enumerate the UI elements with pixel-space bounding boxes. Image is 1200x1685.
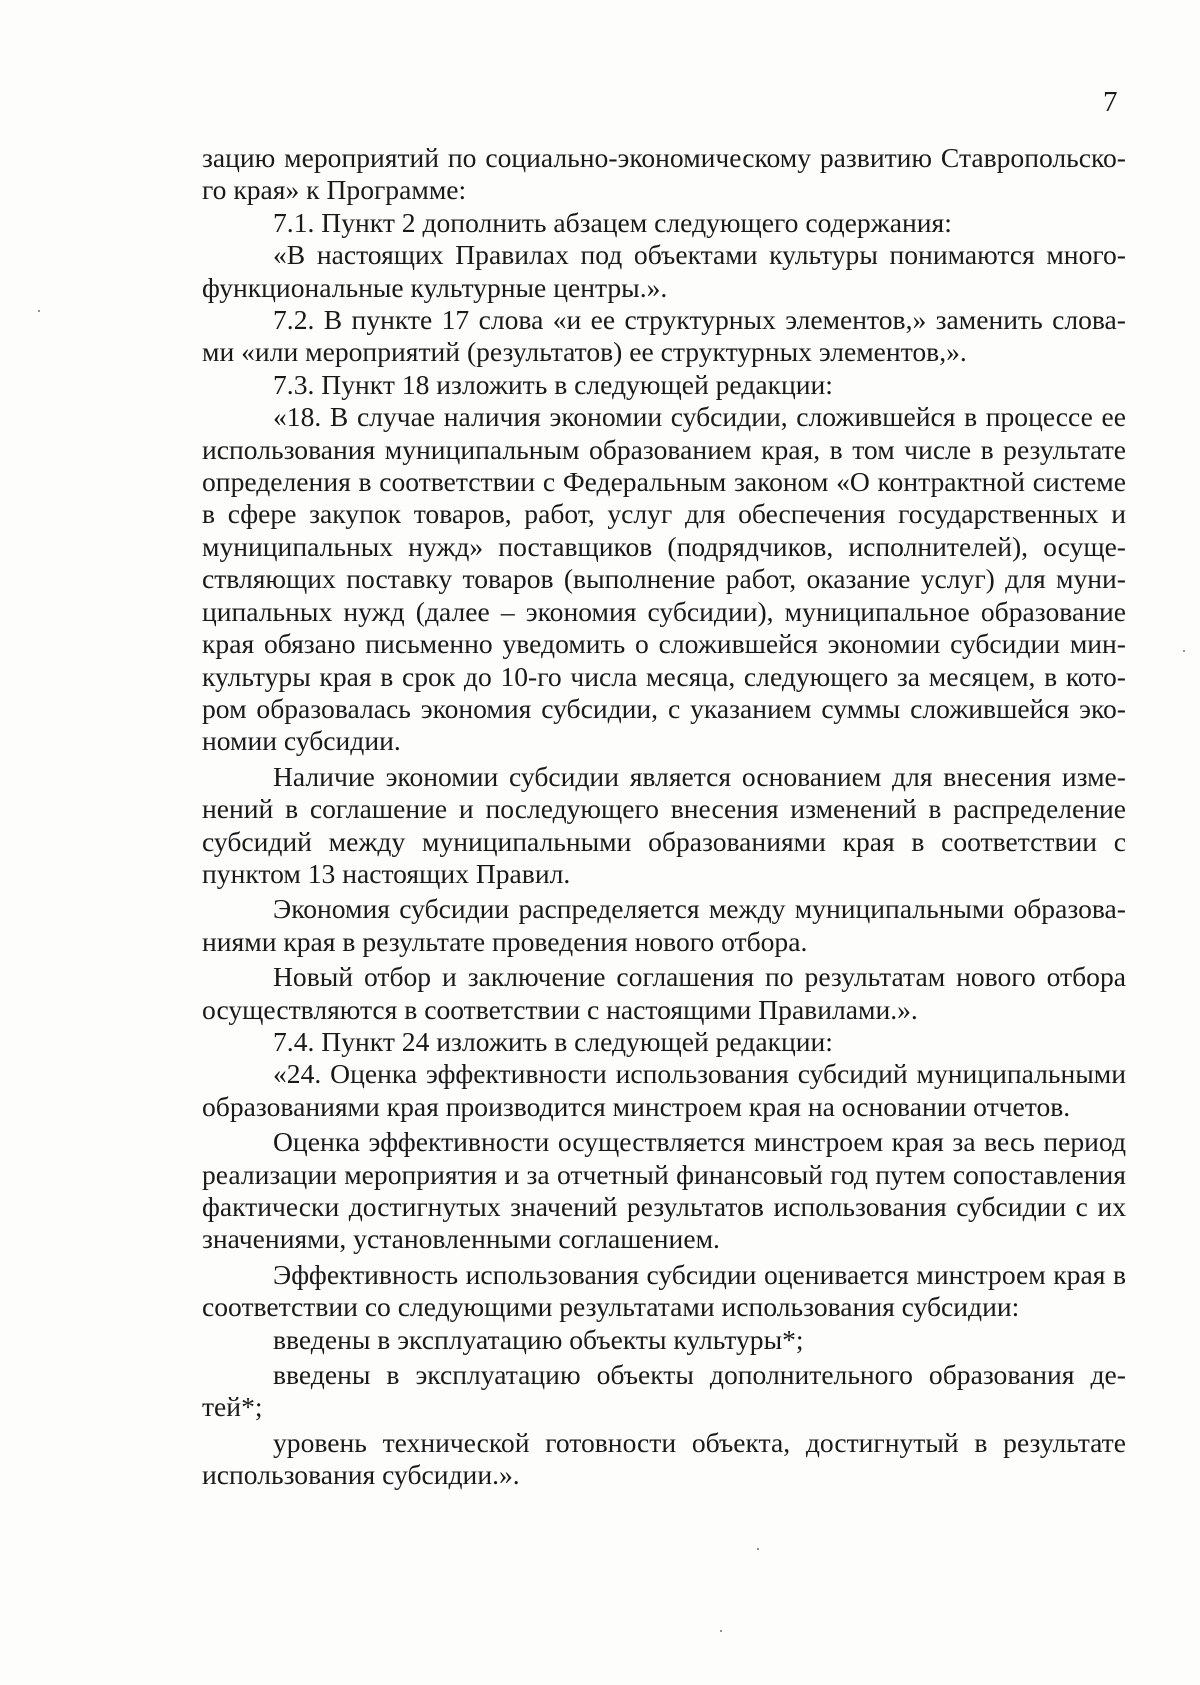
paragraph-item-7-3: 7.3. Пункт 18 изложить в следующей редакции: <box>273 368 833 400</box>
paragraph-quote-culture-objects: «В настоящих Правилах под объектами культуры понимаются много-функциональные культурные центры.». <box>202 239 1126 303</box>
scan-speck <box>1183 650 1185 652</box>
paragraph-item-7-1: 7.1. Пункт 2 дополнить абзацем следующего содержания: <box>273 206 952 238</box>
scan-speck <box>38 310 40 312</box>
paragraph-efficiency-results: Эффективность использования субсидии оценивается минстроем края в соответствии со следующими результатами использования субсидии: <box>202 1258 1126 1323</box>
page-number: 7 <box>1103 86 1118 118</box>
paragraph-savings-distribution: Экономия субсидии распределяется между муниципальными образова-ниями края в результате проведения нового отбора. <box>202 893 1126 957</box>
paragraph-clause-24: «24. Оценка эффективности использования субсидий муниципальными образованиями края производится минстроем края на основании отчетов. <box>202 1058 1126 1122</box>
list-item-culture-objects: введены в эксплуатацию объекты культуры*; <box>273 1323 804 1355</box>
scan-speck <box>720 1630 722 1632</box>
document-body <box>202 142 1126 1492</box>
paragraph-item-7-2: 7.2. В пункте 17 слова «и ее структурных элементов,» заменить слова-ми «или мероприятий (результатов) ее структурных элементов,». <box>202 304 1126 368</box>
scan-speck <box>757 1548 759 1550</box>
paragraph-new-selection: Новый отбор и заключение соглашения по результатам нового отбора осуществляются в соответствии с настоящими Правилами.». <box>202 961 1126 1025</box>
list-item-education-objects: введены в эксплуатацию объекты дополнительного образования де-тей*; <box>202 1359 1126 1423</box>
paragraph-evaluation-period: Оценка эффективности осуществляется минстроем края за весь период реализации мероприятия и за отчетный финансовый год путем сопоставления фактически достигнутых значений результатов использования субсидии с их значениями, установленными соглашением. <box>202 1126 1126 1255</box>
paragraph-item-7-4: 7.4. Пункт 24 изложить в следующей редакции: <box>273 1025 833 1057</box>
paragraph-savings-basis: Наличие экономии субсидии является основанием для внесения изме-нений в соглашение и последующего внесения изменений в распределение субсидий между муниципальными образованиями края в соответствии с пунктом 13 настоящих Правил. <box>202 760 1126 889</box>
list-item-technical-readiness: уровень технической готовности объекта, достигнутый в результате использования субсидии.». <box>202 1426 1126 1491</box>
paragraph-clause-18: «18. В случае наличия экономии субсидии, сложившейся в процессе ее использования муниципальным образованием края, в том числе в результате определения в соответствии с Федеральным законом «О контрактной системе в сфере закупок товаров, работ, услуг для обеспечения государственных и муниципальных нужд» поставщиков (подрядчиков, исполнителей), осуще-ствляющих поставку товаров (выполнение работ, оказание услуг) для муни-ципальных нужд (далее – экономия субсидии), муниципальное образование края обязано письменно уведомить о сложившейся экономии субсидии мин-культуры края в срок до 10-го числа месяца, следующего за месяцем, в кото-ром образовалась экономия субсидии, с указанием суммы сложившейся эко-номии субсидии. <box>202 401 1126 757</box>
paragraph-continuation: зацию мероприятий по социально-экономическому развитию Ставропольско-го края» к Программе: <box>202 142 1126 206</box>
